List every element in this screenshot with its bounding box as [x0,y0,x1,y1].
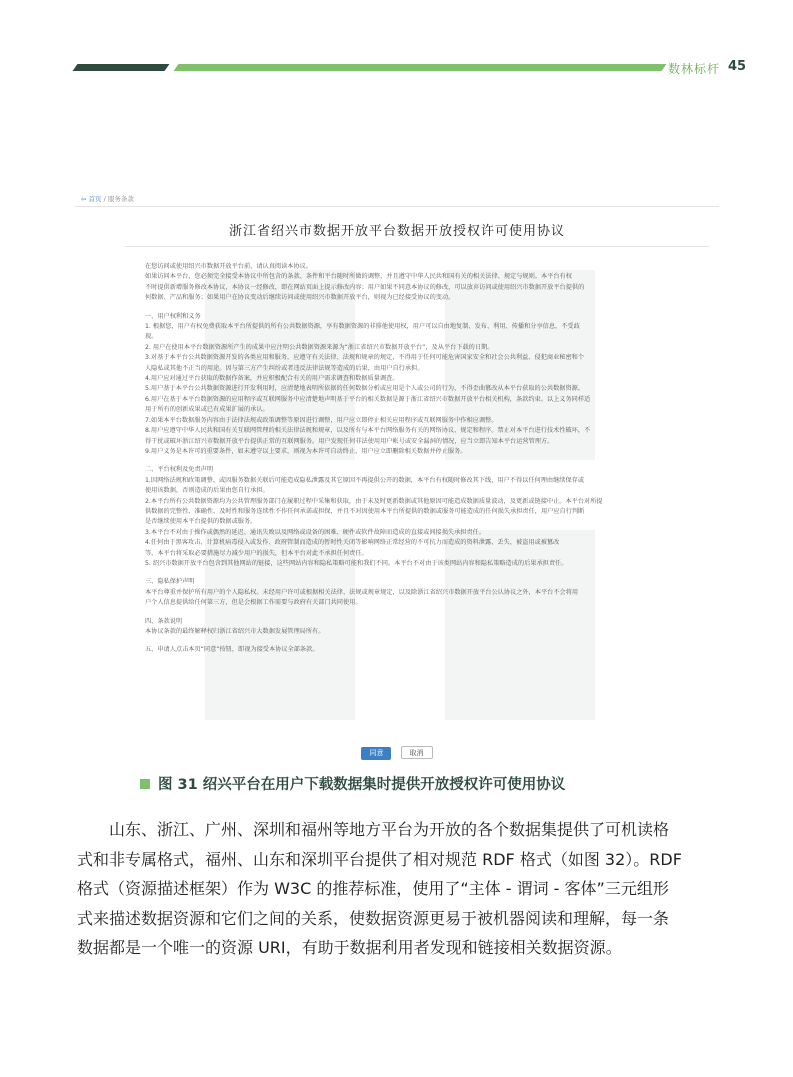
agreement-body-line: 是否继续使用本平台提供的数据或服务。 [145,518,257,526]
paragraph-line: 数据都是一个唯一的资源 URI，有助于数据利用者发现和链接相关数据资源。 [77,938,622,957]
body-gap [145,569,705,577]
body-gap [145,457,705,465]
agreement-body-line: 2. 用户在使用本平台数据资源所产生的成果中应注明公共数据资源来源为“浙江省绍兴市数据开放平台”，及从平台下载的日期。 [145,343,494,351]
header-green-stripe [174,64,667,71]
agreement-body [145,262,705,656]
agreement-body-line: 9.用户义务是本许可的重要条件，如未遵守以上要求，则视为本许可自动终止，用户应立即删除相关数据并停止服务。 [145,447,467,455]
home-icon[interactable]: ⇦ [81,195,87,203]
paragraph-line: 格式（资源描述框架）作为 W3C 的推荐标准，使用了“主体 - 谓词 - 客体”三元组形 [77,879,669,898]
breadcrumb-current: / 服务条款 [103,195,134,203]
agreement-body-line: 4.任何由于黑客攻击、计算机病毒侵入或发作、政府管制而造成的暂时性关闭等影响网络正常经营的不可抗力而造成的资料泄露、丢失、被盗用或被篡改 [145,539,560,547]
agreement-body-line: 3.本平台不对由于操作或偶然的延迟、通讯失败以及网络或设备的困难、硬件或软件故障而造成的直接或间接损失承担责任。 [145,528,486,536]
agreement-body-line: 7.如果本平台数据服务内容由于法律法规或政策调整等原因进行调整，用户应立即停止相关应用程序或互联网服务中作相应调整。 [145,416,498,424]
agreement-body-line: 户个人信息提供给任何第三方，但是会根据工作需要与政府有关部门共同使用。 [145,599,362,607]
header-dark-stripe [73,64,170,71]
agreement-body-line: 得干扰或破坏浙江绍兴市数据开放平台提供正常的互联网服务。用户发现任何非法使用用户帐号或安全漏洞的情况，应当立即告知本平台运营管理方。 [145,437,554,445]
breadcrumb-home-link[interactable]: 首页 [88,195,102,203]
figure-caption [140,773,565,794]
agreement-title: 浙江省绍兴市数据开放平台数据开放授权许可使用协议 [228,224,565,239]
agreement-buttons [75,740,719,760]
agree-button[interactable]: 同意 [361,747,391,760]
paragraph-line: 式和非专属格式，福州、山东和深圳平台提供了相对规范 RDF 格式（如图 32）。RDF [77,849,682,869]
agreement-body-line: 在您访问或使用绍兴市数据开放平台前，请认真阅读本协议。 [145,263,313,270]
agreement-screenshot [75,190,719,770]
agreement-body-line: 3.对基于本平台公共数据资源开发的各类应用和服务，应遵守有关法律、法规和规章的规定，不得用于任何可能危害国家安全和社会公共利益、侵犯商业秘密和个 [145,354,585,362]
title-divider [125,246,709,247]
agreement-body-line: 4.用户应对通过平台获取的数据作备案，并应积极配合有关的用户需求调查和数据质量调查。 [145,375,399,383]
paragraph-line: 山东、浙江、广州、深圳和福州等地方平台为开放的各个数据集提供了可机读格 [109,820,670,839]
agreement-body-line: 视。 [145,333,158,341]
paragraph-line: 式来描述数据资源和它们之间的关系，使数据资源更易于被机器阅读和理解，每一条 [77,908,670,928]
agreement-body-line: 5. 绍兴市数据开放平台包含到其他网站的链接，这些网站内容和隐私策略可能和我们不同。本平台不对由于该类网站内容和隐私策略造成的后果承担责任。 [145,559,568,567]
caption-text: 图 31 绍兴平台在用户下载数据集时提供开放授权许可使用协议 [158,777,566,793]
breadcrumb-divider [75,206,719,207]
agreement-body-line: 1.因网络法规和政策调整、或因服务数据关联后可能造成隐私泄露及其它原因不再提供公开的数据，本平台有权随时修改其下线，用户不得以任何理由继续保存或 [145,476,585,484]
agreement-body-line: 如果访问本平台，您必须完全接受本协议中所包含的条款、条件和平台随时所做的调整，并且遵守中华人民共和国有关的相关法律、规定与规则。本平台有权 [145,273,572,281]
page-number: 45 [728,59,747,74]
header-title: 数林标杆 [668,62,721,76]
agreement-body-line: 8.用户应遵守中华人民共和国有关互联网管理的相关法律法规和规章，以及所有与本平台网络服务有关的网络协议、规定和程序。禁止对本平台进行技术性破坏，不 [145,427,591,435]
agreement-body-line: 2.本平台所有公共数据资源均为公共管理服务部门在履职过程中采集和获取，由于未及时更新数据或其他原因可能造成数据质量波动，及更新或链接中止。本平台对所提 [145,497,603,505]
agreement-body-line: 何数据、产品和服务；如果用户在协议变动后继续访问或使用绍兴市数据开放平台，则视为已经接受协议的变动。 [145,294,455,302]
agreement-body-line: 不时提供新增服务修改本协议，本协议一经修改，即在网站页面上提示修改内容；用户如果不同意本协议的修改，可以放弃访问或使用绍兴市数据开放平台提供的 [145,283,585,291]
agreement-body-line: 二、平台权利及免责声明 [145,466,214,474]
breadcrumb [81,194,134,203]
agreement-body-line: 用于所有的创新成果或已有成果扩展的承认。 [145,406,269,414]
agreement-body-line: 五、申请人点击本页“同意”按钮，即视为接受本协议全部条款。 [145,646,319,654]
body-gap [145,637,705,645]
body-gap [145,304,705,312]
agreement-body-line: 等，本平台将采取必要措施尽力减少用户的损失，但本平台对此不承担任何责任。 [145,549,368,557]
cancel-button[interactable]: 取消 [401,746,433,759]
agreement-body-line: 本协议条款的最终解释权归浙江省绍兴市大数据发展管理局所有。 [145,628,325,635]
agreement-body-line: 一、用户权利和义务 [145,312,201,320]
caption-square-icon [140,779,150,789]
agreement-body-line: 三、隐私保护声明 [145,578,195,586]
agreement-body-line: 1. 根据您，用户有权免费获取本平台所提供的所有公共数据资源，享有数据资源的非排他使用权，用户可以自由地复制、发布、利用、传播和分享信息，不受歧 [145,323,580,331]
agreement-body-line: 人隐私或其他不正当的用途。因与第三方产生纠纷或者违反法律法规等造成的后果，由用户自行承担。 [145,364,424,372]
agreement-body-line: 6.用户在基于本平台数据资源的应用程序或互联网服务中应清楚地声明基于平台的相关数据是源于浙江省绍兴市数据开放平台相关机构，条款约束。以上义务同样适 [145,395,591,403]
body-gap [145,609,705,617]
agreement-body-line: 本平台尊重并保护所有用户的个人隐私权。未经用户许可或根据相关法律、法规或规章规定，以及除浙江省绍兴市数据开放平台公认协议之外，本平台不会将用 [145,588,579,596]
agreement-body-line: 供数据的完整性、准确性、及时性和服务连续性不作任何承诺或担保，并且不对因使用本平台所提供的数据或服务可能造成的任何损失承担责任，用户应自行判断 [145,507,585,515]
agreement-body-line: 四、条款说明 [145,617,183,625]
body-paragraph [77,815,727,963]
agreement-body-line: 5.用户基于本平台公共数据资源进行开发利用时，应清楚地表明所依据的任何数据分析或应用是个人或公司的行为，不得歪曲篡改从本平台获取的公共数据资源。 [145,385,585,393]
agreement-body-line: 使用该数据，否则造成的后果由您自行承担。 [145,487,269,495]
